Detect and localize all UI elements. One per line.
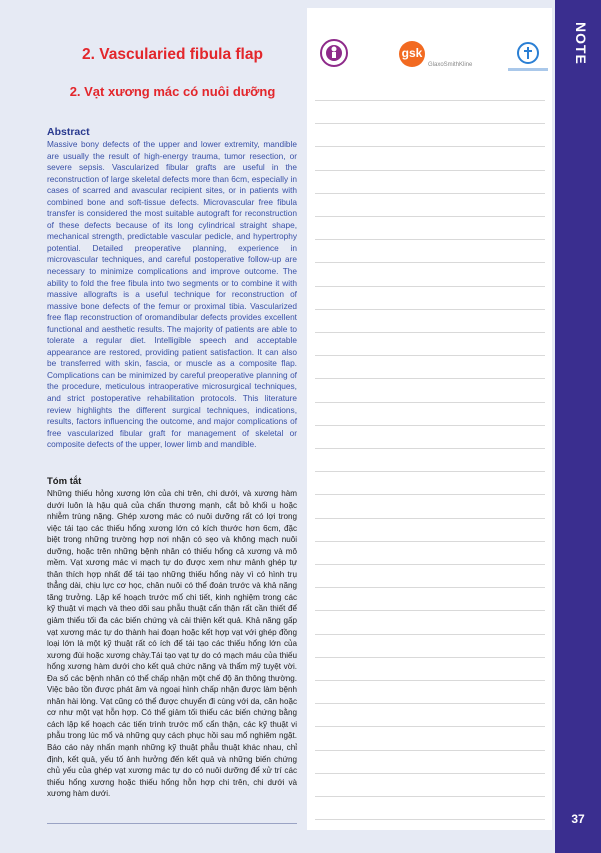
gsk-logo-icon: [399, 41, 425, 67]
hospital-logo-icon: [516, 41, 540, 65]
association-logo-icon: [319, 38, 349, 68]
abstract-heading: Abstract: [47, 126, 90, 138]
note-line: [315, 610, 545, 611]
note-line: [315, 819, 545, 820]
note-line: [315, 170, 545, 171]
note-line: [315, 146, 545, 147]
note-line: [315, 123, 545, 124]
note-line: [315, 634, 545, 635]
summary-vi-body: Những thiếu hỏng xương lớn của chi trên, chi dưới, và xương hàm dưới luôn là hậu quả của chấn thương mạnh, cắt bỏ khối u hoặc nhiễm trùng nặng. Ghép xương mác có nuôi dưỡng rất có lợi trong việc tái tạo các thiếu hổng xương lớn có kích thước hơn 6cm, đặc biệt trong những trường hợp nơi nhận có sẹo và không mạch nuôi dưỡng, hoặc trên những bệnh nhân có thiếu hổng cả xương và mô mềm. Vạt xương mác vi mạch tự do được xem như mảnh ghép tự thân thích hợp nhất để tái tạo những thiếu hổng này vì có hình trụ thẳng dài, chịu lực cơ học, chân nuôi có thể đoán trước và khả năng tăng trưởng. Lập kế hoạch trước mổ chi tiết, kinh nghiệm trong các kỹ thuật vi mạch và theo dõi sau phẫu thuật cẩn thận rất cần thiết để giảm thiểu tối đa các biến chứng và cải thiện kết quả. Khả năng gấp vạt xương mác tự do thành hai đoạn hoặc kết hợp vạt với ghép đồng loại lớn là một kỹ thuật rất có ích để tái tạo các thiếu hổng lớn của xương đùi hoặc xương chày.Tái tạo vạt tự do có mạch máu của thiếu hổng xương hàm dưới cho kết quả chức năng và thẩm mỹ tuyệt vời. Đa số các bệnh nhân có thể chấp nhận một chế độ ăn thông thường. Việc bảo tồn được phát âm và ngoại hình chấp nhận được làm bệnh nhân hài lòng. Vạt cũng có thể được chuyển đi cùng với da, cân hoặc cơ như một vạt hỗn hợp. Có thể giảm tối thiểu các biến chứng bằng cách lập kế hoạch các tiến trình trước mổ cẩn thận, các kỹ thuật vi phẫu trong lúc mổ và những quy cách phục hồi sau mổ nghiêm ngặt. Báo cáo này nhấn mạnh những kỹ thuật phẫu thuật khác nhau, chỉ định, kết quả, yếu tố ảnh hưởng đến kết quả và những biến chứng chủ yếu của ghép vạt xương mác tự do có nuôi dưỡng để xử trí các thiếu hổng xương hoặc thiếu hổng hỗn hợp chi trên, chi dưới và xương hàm dưới.: [47, 489, 297, 799]
note-line: [315, 309, 545, 310]
note-line: [315, 773, 545, 774]
note-line: [315, 541, 545, 542]
article-title-vi: 2. Vạt xương mác có nuôi dưỡng: [69, 84, 276, 99]
hospital-logo-caption: [508, 68, 548, 71]
side-bar: [555, 0, 601, 853]
note-line: [315, 680, 545, 681]
gsk-logo-mark: gsk: [401, 46, 423, 60]
note-line: [315, 425, 545, 426]
note-line: [315, 286, 545, 287]
note-line: [315, 518, 545, 519]
note-line: [315, 100, 545, 101]
note-label: NOTE: [573, 22, 589, 65]
note-line: [315, 471, 545, 472]
abstract-body: Massive bony defects of the upper and lower extremity, mandible are usually the result of high-energy trauma, tumor resection, or severe sepsis. Vascularized fibular grafts are useful in the reconstruction of large skeletal defects more than 6cm, especially in cases of scarred and avascular recipient sites, or in patients with combined bone and soft-tissue defects. Microvascular free fibula transfer is considered the most suitable autograft for reconstruction of these defects because of its long cylindrical straight shape, mechanical strength, predictable vascular pedicle, and hypertrophy potential. Detailed preoperative planning, experience in microvascular techniques, and careful postoperative follow-up are necessary to minimize complications and improve outcome. The ability to fold the free fibula into two segments or to combine it with massive allografts is a useful technique for reconstruction of massive bone defects of the femur or proximal tibia. Vascularized free flap reconstruction of oromandibular defects provides excellent functional and aesthetic results. The majority of patients are able to tolerate a regular diet. Intelligible speech and acceptable appearance are restored, providing patient satisfaction. It can also be transferred with skin, fascia, or muscle as a composite flap. Complications can be minimized by careful preoperative planning of the procedure, meticulous intraoperative microsurgical techniques, and strict postoperative rehabilitation protocols. This literature review highlights the different surgical techniques, indications, results, factors influencing the outcome, and major complications of free vascularized fibular graft for management of skeletal or composite defects of the upper, lower limb and mandible.: [47, 139, 297, 450]
note-line: [315, 332, 545, 333]
note-line: [315, 703, 545, 704]
note-line: [315, 726, 545, 727]
note-line: [315, 262, 545, 263]
article-title-en: 2. Vascularied fibula flap: [82, 46, 263, 63]
gsk-wordmark: GlaxoSmithKline: [428, 62, 473, 68]
summary-vi-heading: Tóm tắt: [47, 476, 82, 487]
note-line: [315, 216, 545, 217]
note-line: [315, 402, 545, 403]
note-line: [315, 355, 545, 356]
bottom-divider: [47, 823, 297, 824]
note-line: [315, 564, 545, 565]
note-line: [315, 657, 545, 658]
note-line: [315, 796, 545, 797]
page-number: 37: [571, 812, 585, 826]
note-line: [315, 587, 545, 588]
note-line: [315, 448, 545, 449]
sponsor-logos: [307, 8, 552, 88]
note-sheet: [307, 8, 552, 830]
note-line: [315, 193, 545, 194]
note-line: [315, 239, 545, 240]
note-line: [315, 378, 545, 379]
note-line: [315, 494, 545, 495]
note-line: [315, 750, 545, 751]
